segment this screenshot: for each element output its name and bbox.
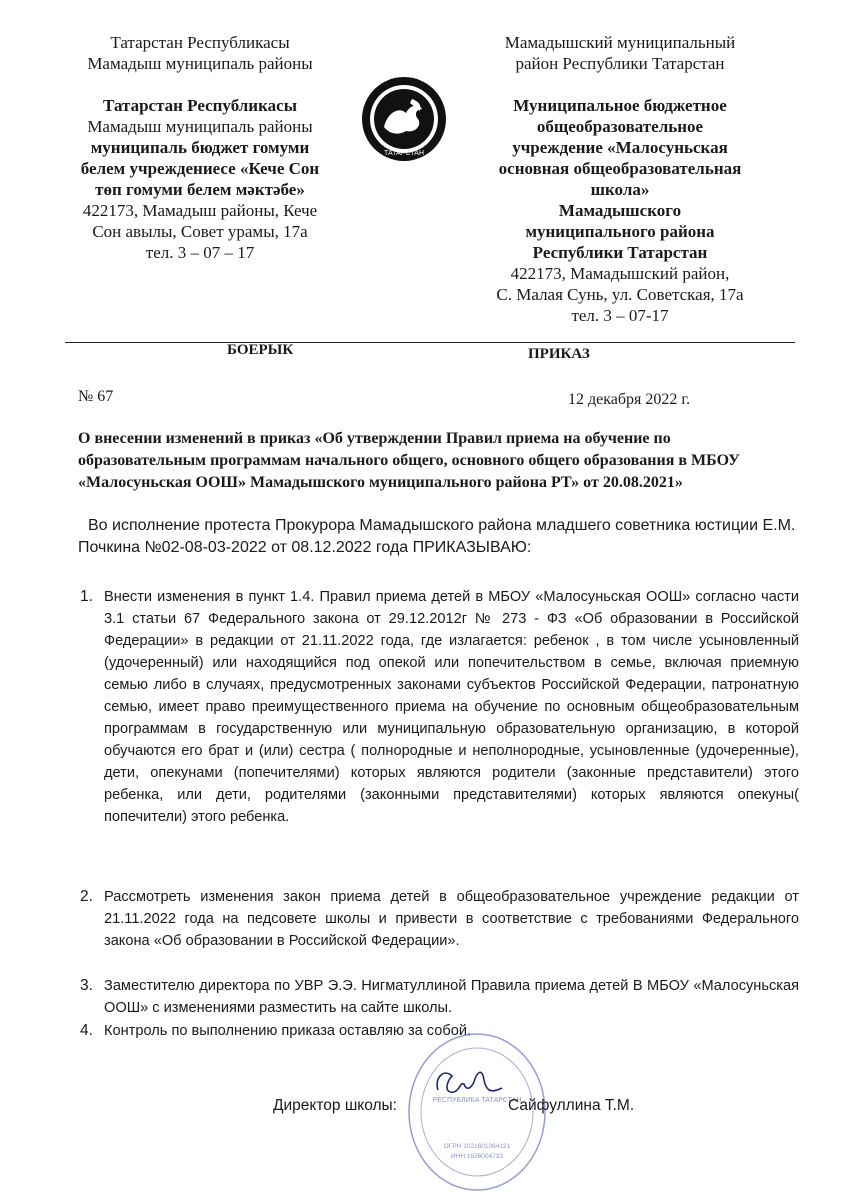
item-number: 2. — [80, 888, 93, 905]
order-item — [80, 886, 799, 952]
signer-name: Сайфуллина Т.М. — [508, 1097, 635, 1114]
russian-header-bold-line: Республики Татарстан — [532, 243, 708, 262]
item-text: Рассмотреть изменения закон приема детей в общеобразовательное учреждение редакции от 21.11.2022 года на педсовете школы и привести в соответствие с требованиями Федерального закона «Об образовании в Российской Федерации». — [104, 889, 799, 949]
order-item — [80, 586, 799, 828]
tatar-header-line: Мамадыш муниципаль районы — [87, 117, 313, 136]
header-divider — [65, 342, 795, 343]
svg-text:ИНН 1626004733: ИНН 1626004733 — [450, 1153, 504, 1160]
signature-icon — [430, 1060, 510, 1110]
russian-address-line: 422173, Мамадышский район, — [510, 264, 730, 283]
order-item — [80, 975, 799, 1019]
item-number: 4. — [80, 1022, 93, 1039]
russian-header-bold-line: учреждение «Малосуньская — [512, 138, 728, 157]
tatar-address-line: 422173, Мамадыш районы, Кече — [82, 201, 318, 220]
order-subject: О внесении изменений в приказ «Об утверждении Правил приема на обучение по образовательным программам начального общего, основного общего образования в МБОУ «Малосуньская ООШ» Мамадышского муниципального района РТ» от 20.08.2021» — [78, 430, 740, 491]
order-date: 12 декабря 2022 г. — [568, 391, 691, 408]
item-number: 3. — [80, 977, 93, 994]
order-number: № 67 — [78, 388, 114, 405]
tatar-header-line: Татарстан Республикасы — [110, 33, 290, 52]
tatar-header-bold-line: Татарстан Республикасы — [103, 96, 297, 115]
tatar-header-line: Мамадыш муниципаль районы — [87, 54, 313, 73]
tatar-header-bold-line: төп гомуми белем мәктәбе» — [95, 180, 305, 199]
title-russian: ПРИКАЗ — [528, 346, 590, 362]
russian-address-line: С. Малая Сунь, ул. Советская, 17а — [496, 285, 744, 304]
tatar-header-bold-line: муниципаль бюджет гомуми — [90, 138, 310, 157]
item-text: Заместителю директора по УВР Э.Э. Нигматуллиной Правила приема детей В МБОУ «Малосуньская ООШ» с изменениями разместить на сайте школы. — [104, 978, 799, 1016]
russian-header — [440, 32, 800, 326]
russian-header-bold-line: Муниципальное бюджетное — [513, 96, 727, 115]
russian-header-bold-line: основная общеобразовательная — [498, 159, 742, 178]
item-number: 1. — [80, 588, 93, 605]
tatar-header-bold-line: белем учреждениесе «Кече Сон — [80, 159, 320, 178]
title-tatar: БОЕРЫК — [227, 342, 294, 358]
russian-phone: тел. 3 – 07-17 — [571, 306, 669, 325]
russian-header-bold-line: муниципального района — [525, 222, 715, 241]
svg-text:РЕСПУБЛИКА ТАТАРСТАН: РЕСПУБЛИКА ТАТАРСТАН — [432, 1097, 522, 1104]
item-text: Контроль по выполнению приказа оставляю за собой. — [104, 1023, 472, 1039]
order-preamble: Во исполнение протеста Прокурора Мамадышского района младшего советника юстиции Е.М. Почкина №02-08-03-2022 от 08.12.2022 года ПРИКАЗЫВАЮ: — [78, 517, 796, 556]
item-text: Внести изменения в пункт 1.4. Правил приема детей в МБОУ «Малосуньская ООШ» согласно части 3.1 статьи 67 Федерального закона от 29.12.2012г № 273 - ФЗ «Об образовании в Российской Федерации» в редакции от 21.11.2022 года, где излагается: ребенок , в том числе усыновленный (удочеренный) или находящийся под опекой или попечительством в семье, включая приемную семью либо в случаях, предусмотренных законами субъектов Российской Федерации, патронатную семью, имеет право преимущественного приема на обучение по основным общеобразовательным программам в государственную или муниципальную образовательную организацию, в которой обучаются его брат и (или) сестра ( полнородные и неполнородные, усыновленные (удочеренные), дети, опекунами (попечителями) которых являются родители (законные представители) этого ребенка, или дети, родителями (законными представителями) которых являются опекуны( попечители) этого ребенка. — [104, 589, 799, 825]
svg-text:ОГРН 1021601064121: ОГРН 1021601064121 — [443, 1143, 511, 1150]
russian-header-line: Мамадышский муниципальный — [504, 33, 736, 52]
tatarstan-coat-of-arms-icon — [360, 75, 448, 163]
russian-header-bold-line: общеобразовательное — [536, 117, 704, 136]
signer-title: Директор школы: — [273, 1097, 397, 1114]
russian-header-line: район Республики Татарстан — [515, 54, 725, 73]
russian-header-bold-line: школа» — [590, 180, 650, 199]
russian-header-bold-line: Мамадышского — [558, 201, 682, 220]
tatar-header — [40, 32, 360, 263]
tatar-phone: тел. 3 – 07 – 17 — [145, 243, 255, 262]
svg-text:ТАТАРСТАН: ТАТАРСТАН — [383, 150, 425, 157]
tatar-address-line: Сон авылы, Совет урамы, 17а — [92, 222, 308, 241]
